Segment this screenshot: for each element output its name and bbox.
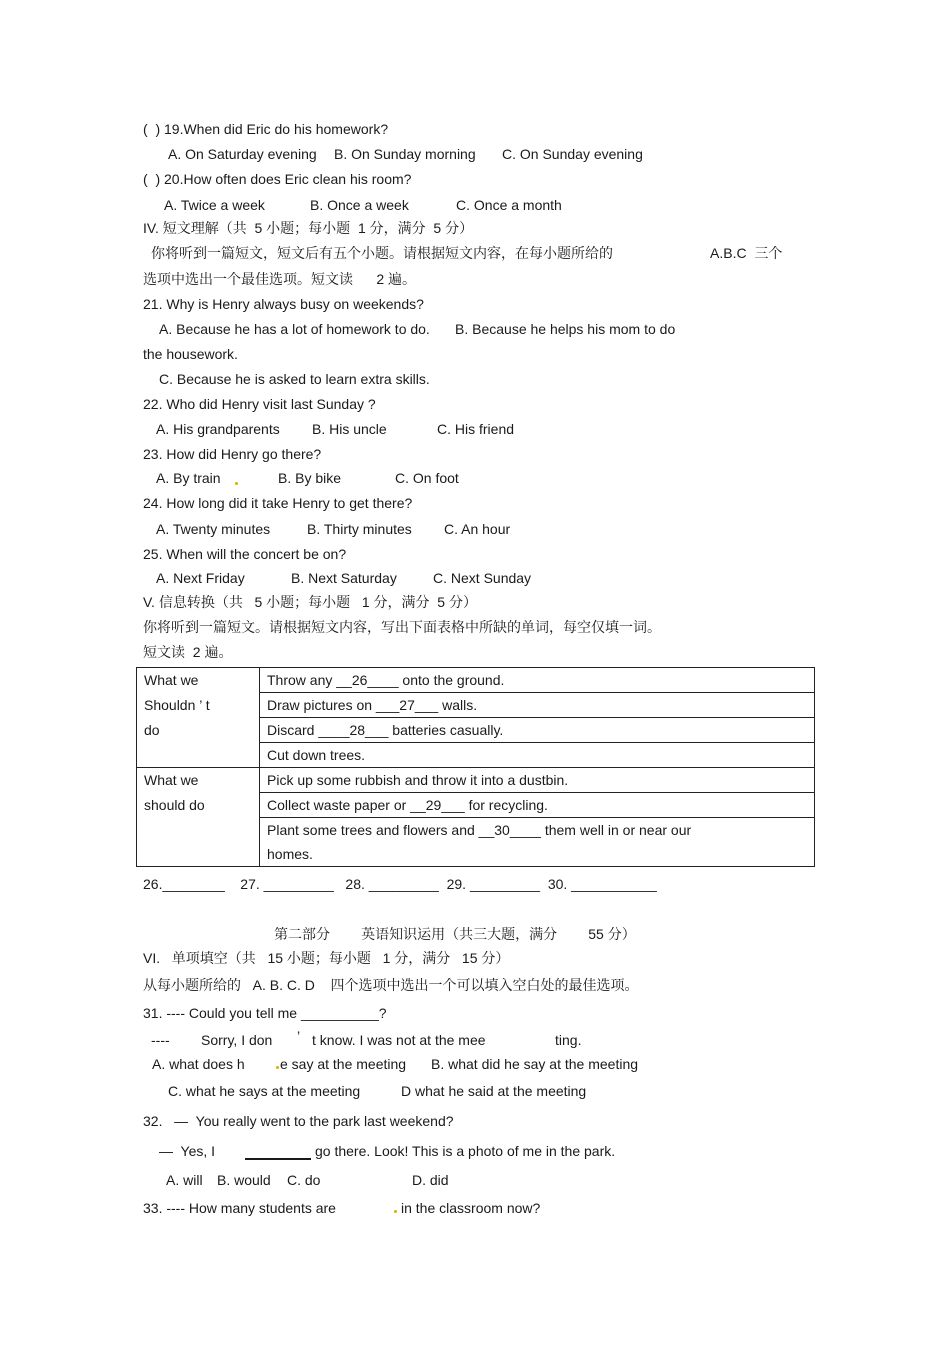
q24-option-a: A. Twenty minutes	[156, 521, 271, 537]
q31-reply-2: t know. I was not at the mee	[312, 1032, 486, 1048]
question-25: 25. When will the concert be on?	[143, 546, 347, 562]
q32-option-c: C. do	[287, 1172, 321, 1188]
q21-option-c: C. Because he is asked to learn extra skills.	[159, 371, 430, 387]
section-4-title: IV. 短文理解（共 5 小题；每小题 1 分，满分 5 分）	[143, 220, 474, 236]
q20-option-a: A. Twice a week	[164, 197, 265, 213]
table-cell	[260, 818, 815, 867]
q22-option-c: C. His friend	[437, 421, 515, 437]
q19-option-b: B. On Sunday morning	[334, 146, 476, 162]
q22-option-a: A. His grandparents	[156, 421, 280, 437]
section-5-instructions-2: 短文读 2 遍。	[143, 644, 233, 660]
question-21: 21. Why is Henry always busy on weekends?	[143, 296, 424, 312]
q21-option-b: B. Because he helps his mom to do	[455, 321, 676, 337]
question-33: 33. ---- How many students are	[143, 1200, 336, 1216]
q31-option-c: C. what he says at the meeting	[168, 1083, 361, 1099]
table-header-line: should do	[144, 797, 205, 813]
table-cell: Pick up some rubbish and throw it into a dustbin.	[260, 768, 815, 793]
q19-option-a: A. On Saturday evening	[168, 146, 317, 162]
part-2-title: 第二部分 英语知识运用（共三大题，满分 55 分）	[274, 926, 636, 942]
table-cell: Cut down trees.	[260, 743, 815, 768]
q23-option-a: A. By train	[156, 470, 221, 486]
speck-mark	[276, 1066, 279, 1069]
question-20: ( ) 20.How often does Eric clean his room?	[143, 171, 412, 187]
speck-mark	[235, 482, 238, 485]
q31-dash: ----	[151, 1032, 170, 1048]
q31-reply-3: ting.	[555, 1032, 582, 1048]
section-5-instructions: 你将听到一篇短文。请根据短文内容，写出下面表格中所缺的单词，每空仅填一词。	[143, 619, 661, 635]
q31-option-a: A. what does h	[152, 1056, 245, 1072]
question-22: 22. Who did Henry visit last Sunday ?	[143, 396, 376, 412]
q32-reply-end: go there. Look! This is a photo of me in the park.	[315, 1143, 616, 1159]
question-19: ( ) 19.When did Eric do his homework?	[143, 121, 389, 137]
question-32: 32. — You really went to the park last weekend?	[143, 1113, 454, 1129]
table-header-line: What we	[144, 772, 199, 788]
q32-option-a: A. will	[166, 1172, 203, 1188]
info-table	[136, 667, 815, 867]
section-6-instructions: 从每小题所给的 A. B. C. D 四个选项中选出一个可以填入空白处的最佳选项。	[143, 977, 639, 993]
section-5-title: V. 信息转换（共 5 小题；每小题 1 分，满分 5 分）	[143, 594, 477, 610]
table-row	[137, 668, 815, 693]
section-6-title: VI. 单项填空（共 15 小题；每小题 1 分，满分 15 分）	[143, 950, 510, 966]
q22-option-b: B. His uncle	[312, 421, 387, 437]
q20-option-c: C. Once a month	[456, 197, 562, 213]
table-cell: Draw pictures on ___27___ walls.	[260, 693, 815, 718]
table-header-line: Shouldn ’ t	[144, 697, 210, 713]
q25-option-b: B. Next Saturday	[291, 570, 397, 586]
q23-option-b: B. By bike	[278, 470, 342, 486]
table-header-line: What we	[144, 672, 199, 688]
q25-option-a: A. Next Friday	[156, 570, 245, 586]
table-header-line: do	[144, 722, 160, 738]
table-header-shouldnt	[137, 668, 260, 768]
q32-blank-line	[245, 1158, 311, 1160]
section-4-instructions-2: 选项中选出一个最佳选项。短文读 2 遍。	[143, 271, 417, 287]
q32-option-b: B. would	[217, 1172, 271, 1188]
table-cell: Collect waste paper or __29___ for recycling.	[260, 793, 815, 818]
q31-reply-1: Sorry, I don	[201, 1032, 273, 1048]
q24-option-b: B. Thirty minutes	[307, 521, 412, 537]
table-row	[137, 768, 815, 793]
q21-option-a: A. Because he has a lot of homework to do.	[159, 321, 430, 337]
table-header-should	[137, 768, 260, 867]
q31-option-b: B. what did he say at the meeting	[431, 1056, 639, 1072]
table-cell: Throw any __26____ onto the ground.	[260, 668, 815, 693]
question-23: 23. How did Henry go there?	[143, 446, 322, 462]
q31-option-d: D what he said at the meeting	[401, 1083, 587, 1099]
q32-reply-start: — Yes, I	[159, 1143, 216, 1159]
section-4-instructions: 你将听到一篇短文，短文后有五个小题。请根据短文内容，在每小题所给的	[151, 245, 613, 261]
q20-option-b: B. Once a week	[310, 197, 409, 213]
question-31: 31. ---- Could you tell me __________?	[143, 1005, 387, 1021]
q32-option-d: D. did	[412, 1172, 449, 1188]
q24-option-c: C. An hour	[444, 521, 511, 537]
q31-apostrophe: ’	[297, 1028, 301, 1044]
q19-option-c: C. On Sunday evening	[502, 146, 643, 162]
q21-option-b-cont: the housework.	[143, 346, 238, 362]
answer-blanks: 26.________ 27. _________ 28. _________ 29. _________ 30. ___________	[143, 876, 657, 892]
speck-mark	[394, 1210, 397, 1213]
question-24: 24. How long did it take Henry to get there?	[143, 495, 413, 511]
q23-option-c: C. On foot	[395, 470, 459, 486]
section-4-instructions-tail: A.B.C 三个	[710, 245, 783, 261]
q25-option-c: C. Next Sunday	[433, 570, 532, 586]
q31-option-a-cont: e say at the meeting	[280, 1056, 407, 1072]
question-33-cont: in the classroom now?	[401, 1200, 541, 1216]
table-cell-line: homes.	[267, 846, 313, 862]
table-cell-line: Plant some trees and flowers and __30____ them well in or near our	[267, 822, 692, 838]
table-cell: Discard ____28___ batteries casually.	[260, 718, 815, 743]
